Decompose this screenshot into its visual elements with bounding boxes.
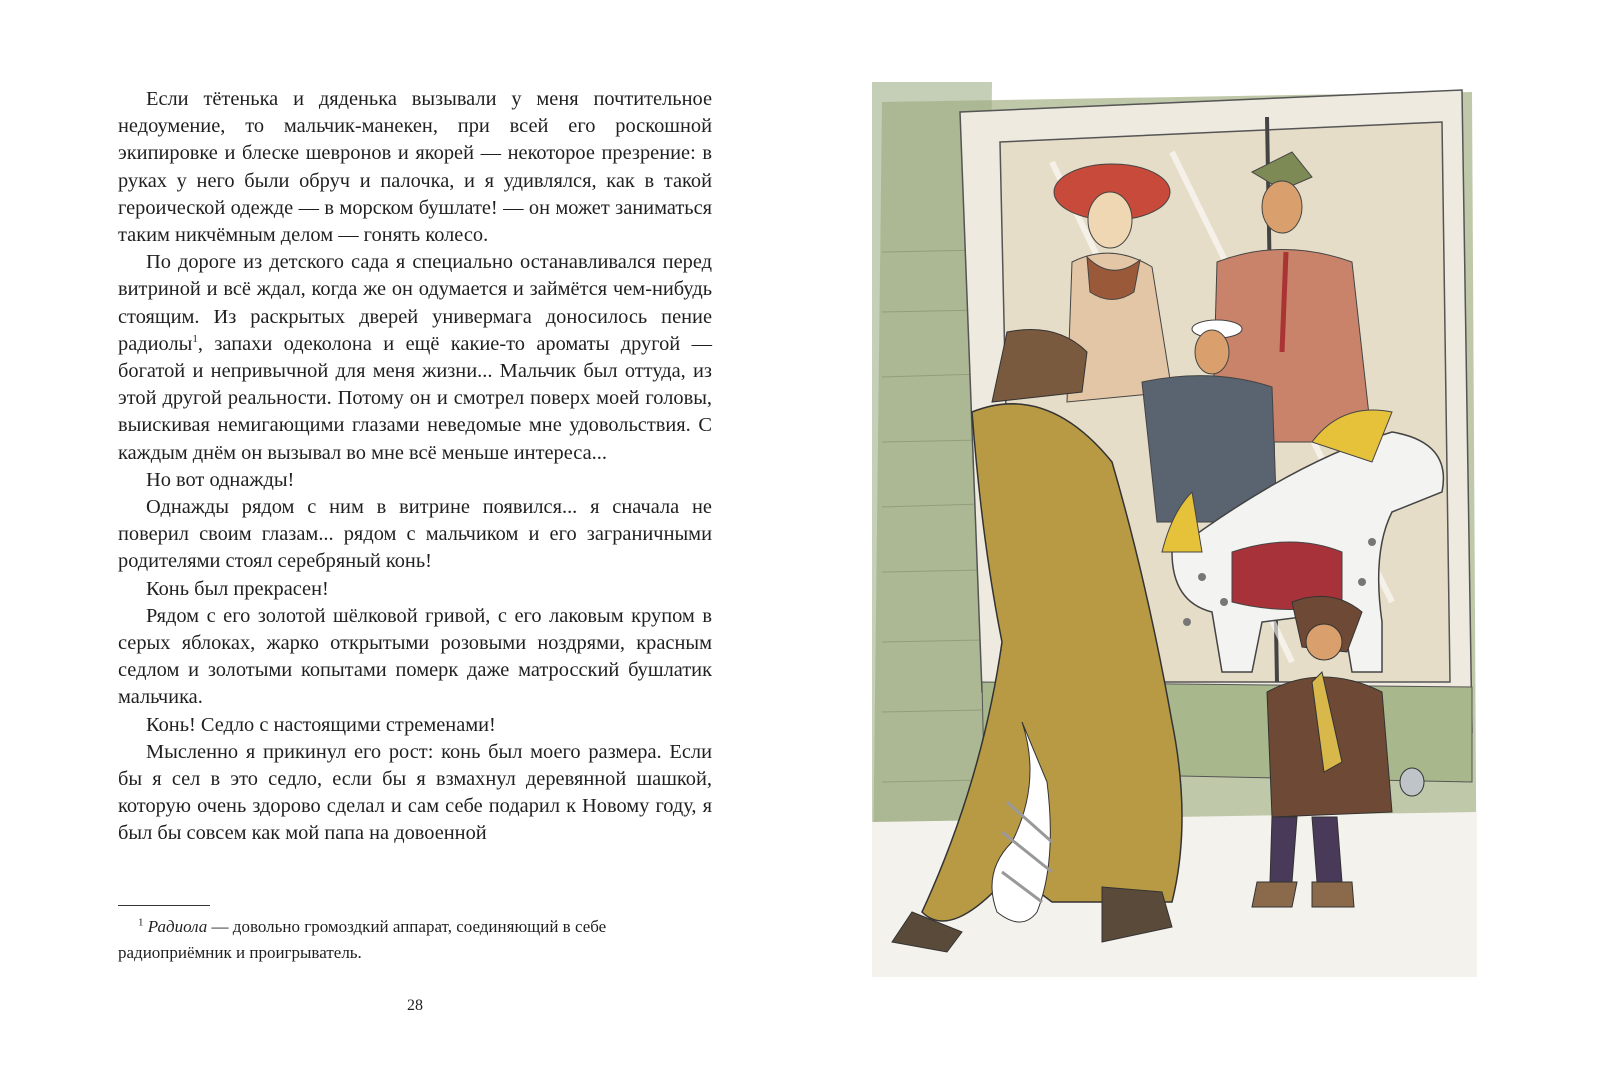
paragraph-part: , запахи одеколона и ещё какие-то ароматы другой — богатой и непривычной для меня жизни... Мальчик был оттуда, из этой другой реальности. Потому он и смотрел поверх моей головы, выискивая немигающими глазами неведомые мне удовольствия. С каждым днём он вызывал во мне всё меньше интереса... xyxy=(118,332,712,464)
paragraph xyxy=(118,249,712,467)
paragraph: Конь! Седло с настоящими стременами! xyxy=(146,713,496,736)
footnote-text: — довольно громоздкий аппарат, соединяющий в себе радиоприёмник и проигрыватель. xyxy=(118,917,607,962)
paragraph: Конь был прекрасен! xyxy=(146,577,329,600)
footnote xyxy=(118,914,712,966)
paragraph: Но вот однажды! xyxy=(146,468,295,491)
footnote-marker: 1 xyxy=(138,916,144,929)
watercolor-illustration xyxy=(872,82,1477,977)
paragraph: Рядом с его золотой шёлковой гривой, с его лаковым крупом в серых яблоках, жарко открытыми розовыми ноздрями, красным седлом и золотыми копытами померк даже матросский бушлатик мальчика. xyxy=(118,604,712,709)
footnote-rule xyxy=(118,905,210,906)
paragraph-part: По дороге из детского сада я специально останавливался перед витриной и всё ждал, когда же он одумается и займётся чем-нибудь стоящим. Из раскрытых дверей универмага доносилось пение радиолы xyxy=(118,251,712,355)
footnote-term: Радиола xyxy=(147,917,208,936)
page-number: 28 xyxy=(407,997,423,1014)
footnote-marker: 1 xyxy=(192,333,198,346)
text-page xyxy=(118,86,712,848)
paragraph: Однажды рядом с ним в витрине появился... я сначала не поверил своим глазам... рядом с мальчиком и его заграничными родителями стоял серебряный конь! xyxy=(118,496,712,573)
paragraph: Мысленно я прикинул его рост: конь был моего размера. Если бы я сел в это седло, если бы я взмахнул деревянной шашкой, которую очень здорово сделал и сам себе подарил к Новому году, я был бы совсем как мой папа на довоенной xyxy=(118,740,712,845)
paragraph: Если тётенька и дяденька вызывали у меня почтительное недоумение, то мальчик-манекен, при всей его роскошной экипировке и блеске шевронов и якорей — некоторое презрение: в руках у него были обруч и палочка, и я удивлялся, как в такой героической одежде — в морском бушлате! — он может заниматься таким никчёмным делом — гонять колесо. xyxy=(118,88,712,247)
